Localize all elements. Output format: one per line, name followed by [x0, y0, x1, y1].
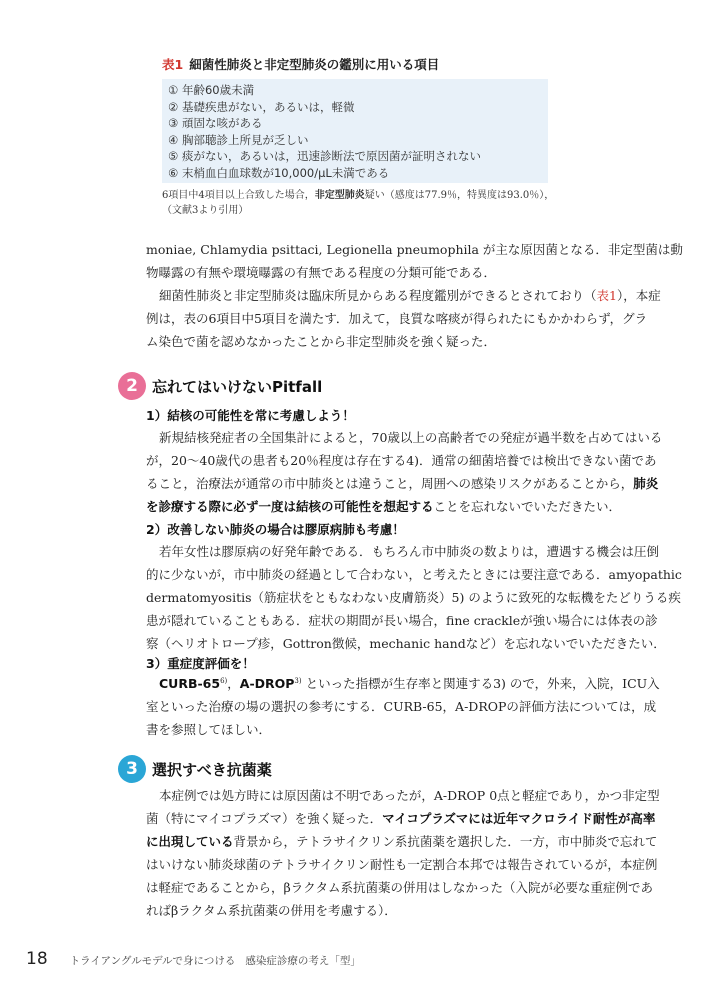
table-box [162, 79, 548, 183]
section-title: 忘れてはいけないPitfall [152, 377, 323, 396]
table-note-bold: 非定型肺炎 [314, 190, 365, 201]
paragraph-severity [146, 670, 660, 741]
text-segment: といった指標が生存率と関連する3) ので，外来，入院，ICU入 [301, 676, 660, 692]
text-line: 若年女性は膠原病の好発年齢である．もちろん市中肺炎の数よりは，遭遇する機会は圧倒 [159, 544, 660, 559]
table-item: ⑤ 痰がない，あるいは，迅速診断法で原因菌が証明されない [168, 149, 481, 163]
emphasis-text: を診療する際に必ず一度は結核の可能性を想起する [146, 499, 434, 514]
emphasis-text: マイコプラズマには近年マクロライド耐性が高率 [382, 811, 656, 826]
table-title-text: 細菌性肺炎と非定型肺炎の鑑別に用いる項目 [189, 57, 440, 72]
page-footer [26, 949, 371, 969]
citation-sup: 3) [294, 677, 302, 685]
text-segment: ， [227, 676, 240, 692]
section-number-badge: 2 [118, 372, 146, 400]
intro-paragraph [146, 238, 683, 353]
section-2-heading [118, 372, 322, 400]
text-line: は軽症であることから，βラクタム系抗菌薬の併用はしなかった（入院が必要な重症例であ [146, 880, 653, 895]
text-segment: 菌（特にマイコプラズマ）を強く疑った． [146, 811, 383, 826]
text-line: moniae, Chlamydia psittaci, Legionella pneumophila が主な原因菌となる．非定型菌は動 [146, 242, 683, 257]
table-item: ③ 頑固な咳がある [168, 116, 263, 130]
table-note-text: 6項目中4項目以上合致した場合， [162, 190, 315, 201]
emphasis-text: 肺炎 [633, 476, 659, 491]
text-line: ればβラクタム系抗菌薬の併用を考慮する）． [146, 903, 397, 918]
table-label: 表1 [162, 57, 184, 72]
text-segment: ），本症 [616, 288, 661, 303]
text-line: 物曝露の有無や環境曝露の有無である程度の分類可能である． [146, 265, 497, 280]
page-number: 18 [26, 949, 48, 969]
book-title: トライアングルモデルで身につける [69, 955, 236, 967]
text-segment: 細菌性肺炎と非定型肺炎は臨床所見からある程度鑑別ができるとされており（ [159, 288, 597, 303]
running-title [70, 953, 371, 968]
paragraph-collagen [146, 540, 682, 655]
table-item: ④ 胸部聴診上所見が乏しい [168, 132, 309, 147]
text-line: 書を参照してほしい． [146, 722, 272, 738]
table-note-citation: （文献3より引用） [162, 205, 249, 216]
table-note [162, 188, 554, 218]
text-line [146, 807, 656, 830]
text-segment: 背景から，テトラサイクリン系抗菌薬を選択した．一方，市中肺炎で忘れて [233, 834, 658, 849]
paragraph-tuberculosis [146, 426, 663, 518]
paragraph-antibiotics [146, 784, 660, 922]
text-line: dermatomyositis（筋症状をともなわない皮膚筋炎）5) のように致死的な転機をたどりうる疾 [146, 590, 681, 605]
text-line [146, 472, 659, 495]
text-line: が，20～40歳代の患者も20％程度は存在する4)．通常の細菌培養では検出できない菌であ [146, 453, 657, 468]
text-segment: ること，治療法が通常の市中肺炎とは違うこと，周囲への感染リスクがあることから， [146, 476, 634, 491]
text-line: ム染色で菌を認めなかったことから非定型肺炎を強く疑った． [146, 334, 497, 349]
text-line [146, 495, 646, 518]
text-line: 例は，表の6項目中5項目を満たす．加えて，良質な喀痰が得られたにもかかわらず，グラ [146, 311, 648, 326]
text-line: 室といった治療の場の選択の参考にする．CURB-65，A-DROPの評価方法については，成 [146, 699, 657, 715]
text-line [146, 670, 660, 695]
subheading-severity: 3）重症度評価を！ [146, 656, 255, 671]
table-reference-link[interactable]: 表1 [596, 288, 617, 303]
table-item: ⑥ 末梢血白血球数が10,000/μL未満である [168, 165, 390, 180]
text-line: はいけない肺炎球菌のテトラサイクリン耐性も一定割合本邦では報告されているが，本症例 [146, 857, 658, 872]
emphasis-text: に出現している [146, 834, 234, 849]
text-line: 的に少ないが，市中肺炎の経過として合わない，と考えたときには要注意である．amyopathic [146, 567, 682, 582]
citation-sup: 6) [220, 677, 228, 685]
table-item: ① 年齢60歳未満 [168, 83, 255, 97]
book-subtitle: 感染症診療の考え「型」 [245, 955, 361, 967]
text-line [146, 284, 661, 307]
section-number-badge: 3 [118, 755, 146, 783]
table-item: ② 基礎疾患がない，あるいは，軽微 [168, 99, 355, 114]
subheading-tuberculosis: 1）結核の可能性を常に考慮しよう！ [146, 408, 355, 423]
text-segment: ことを忘れないでいただきたい． [433, 499, 622, 514]
text-line: 本症例では処方時には原因菌は不明であったが，A-DROP 0点と軽症であり，かつ非定型 [159, 788, 660, 803]
text-line [146, 830, 658, 853]
subheading-collagen: 2）改善しない肺炎の場合は膠原病肺も考慮！ [146, 522, 405, 537]
text-line: 患が隠れていることもある．症状の期間が長い場合，fine crackleが強い場合には体表の診 [146, 613, 658, 628]
table-title [162, 55, 439, 73]
text-line: 察（ヘリオトロープ疹，Gottron徴候，mechanic handなど）を忘れないでいただきたい． [146, 636, 666, 651]
text-line: 新規結核発症者の全国集計によると，70歳以上の高齢者での発症が過半数を占めてはいる [159, 430, 663, 445]
score-name: CURB-65 [159, 676, 221, 692]
section-title: 選択すべき抗菌薬 [152, 760, 272, 779]
section-3-heading [118, 755, 272, 783]
score-name: A-DROP [239, 676, 295, 692]
table-note-text: 疑い（感度は77.9％，特異度は93.0％）， [364, 190, 555, 201]
